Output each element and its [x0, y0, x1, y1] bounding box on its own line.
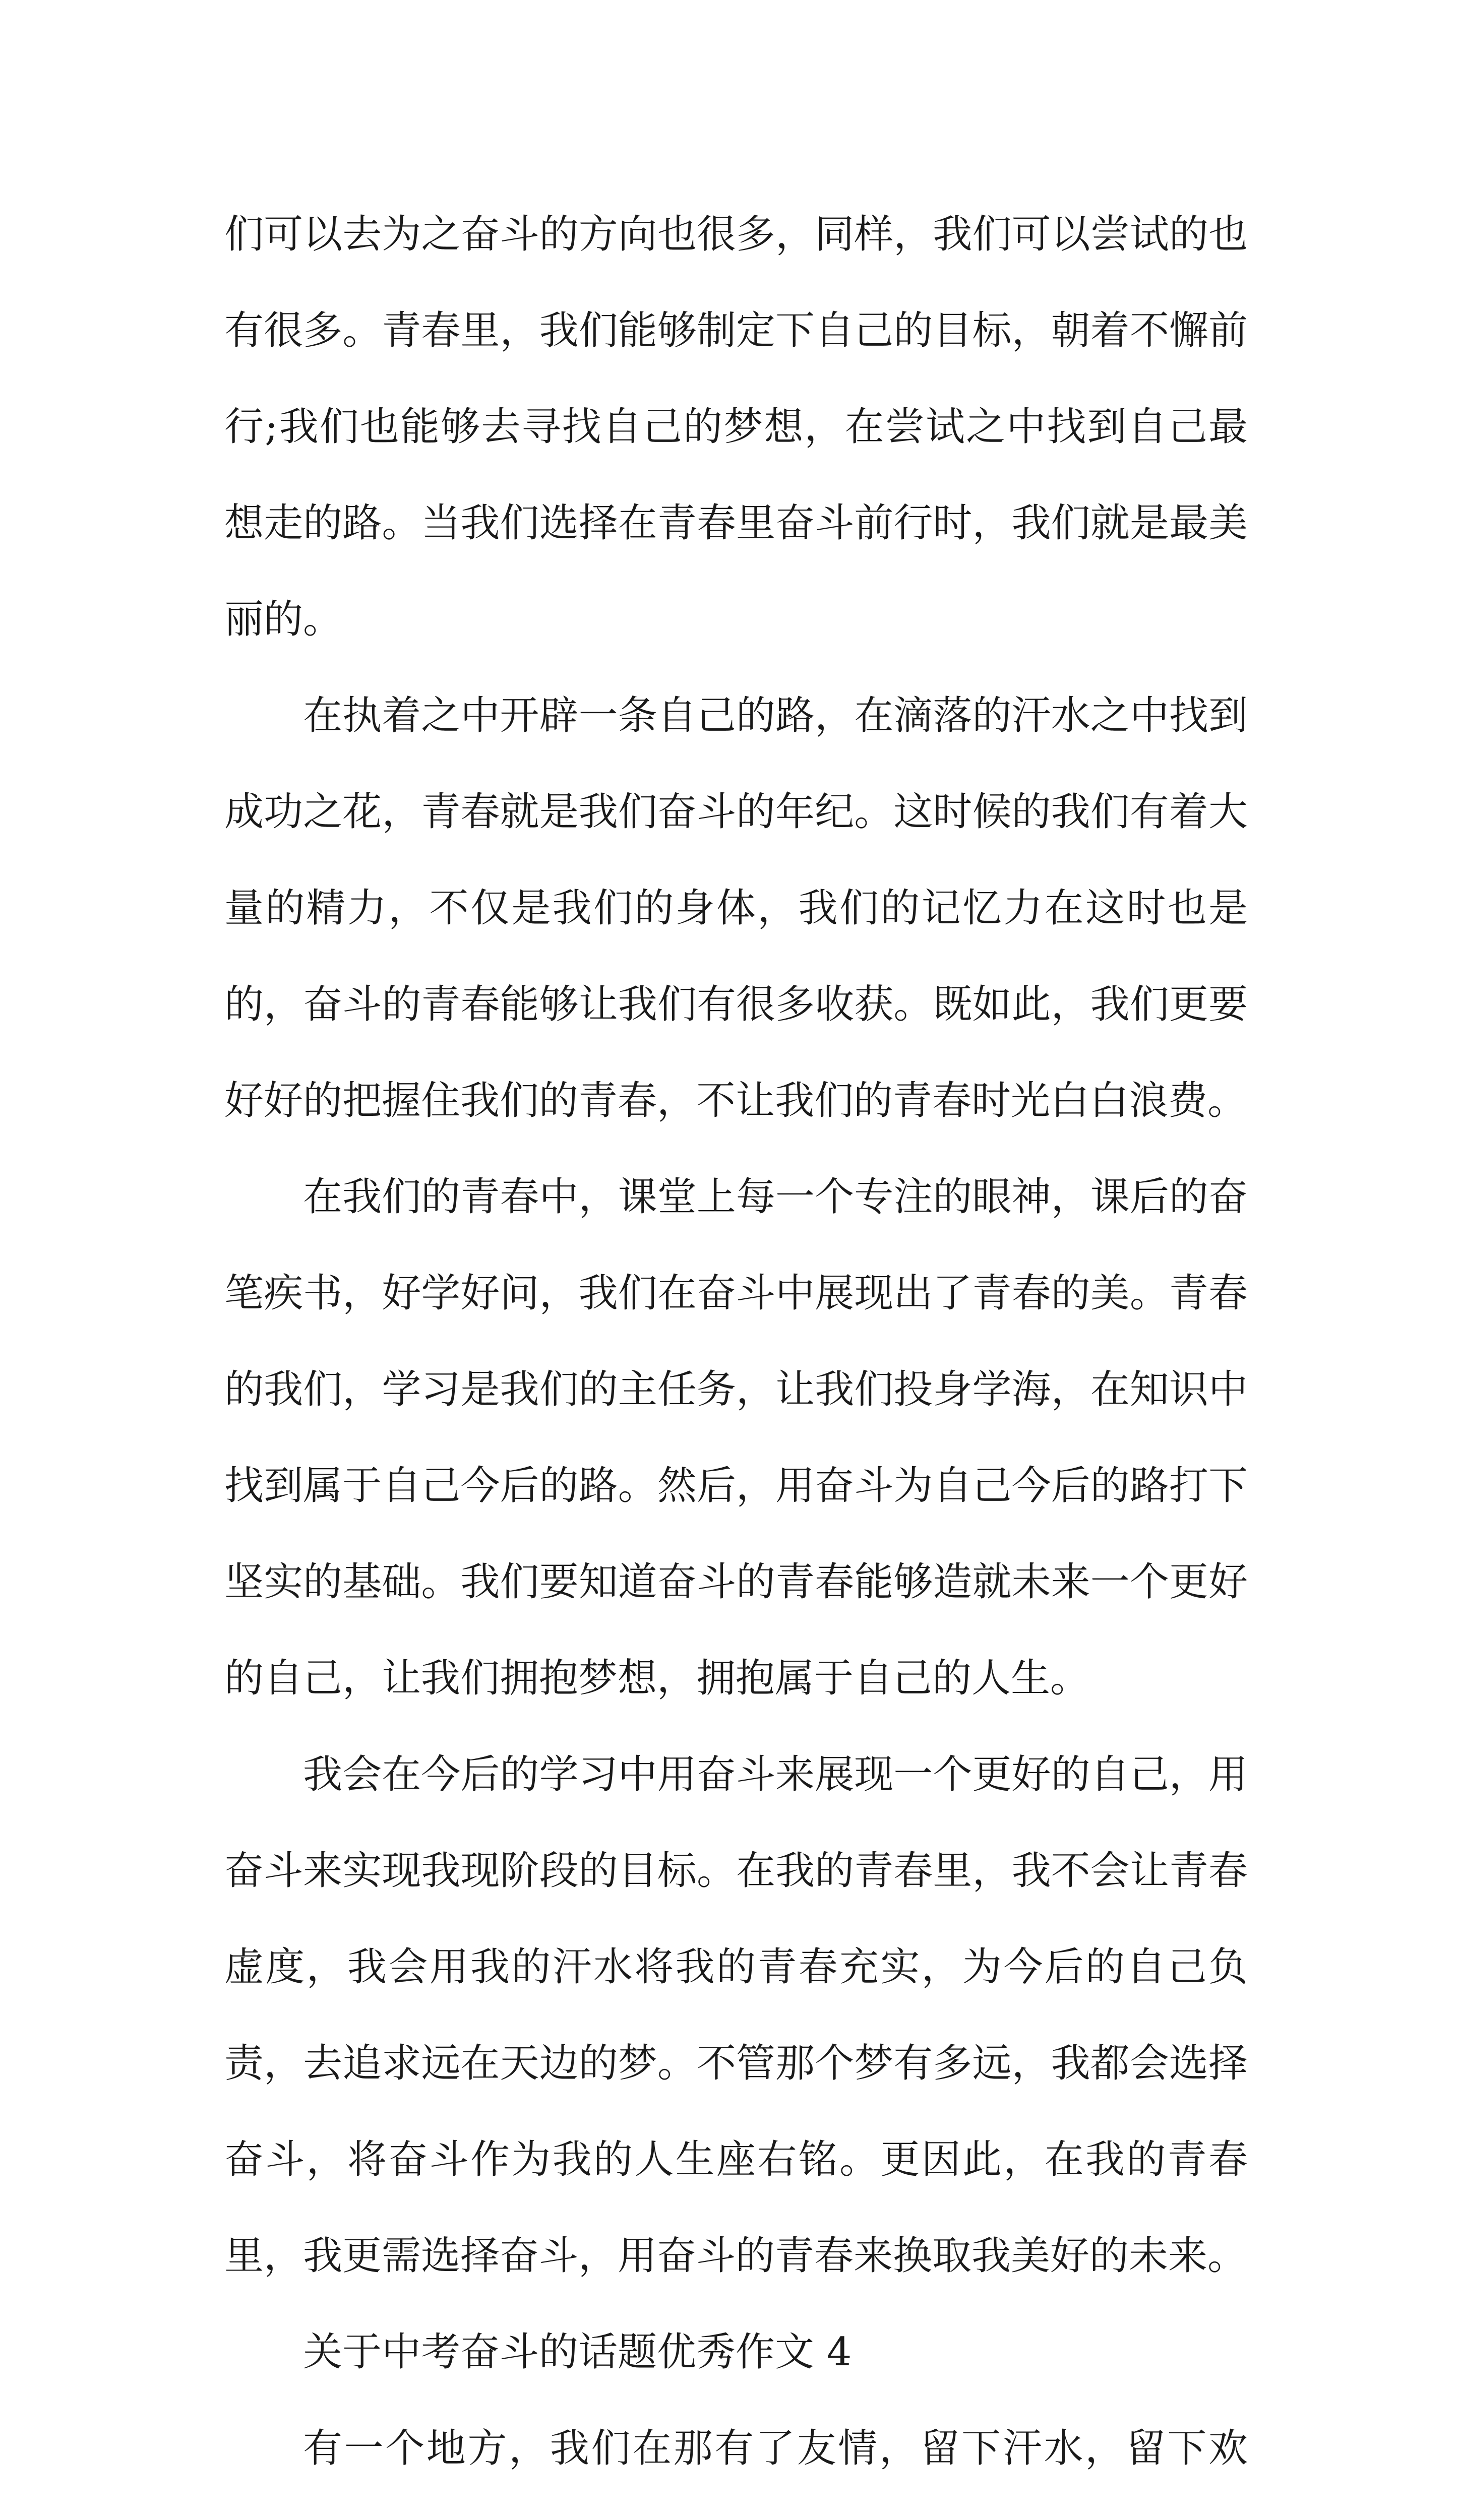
body-text — [224, 186, 1248, 2520]
paragraph: 有一个地方，我们在那有了友情，留下汗水，留下欢 — [303, 2426, 1248, 2471]
paragraph: 我会在今后的学习中用奋斗来展现一个更好的自己，用奋斗来实现我现阶段的目标。在我的青春里，我不会让青春虚度，我会用我的汗水将我的青春充实，为今后的自己负责，去追求远在天边的梦。不管那个梦有多远，我都会选择奋斗，将奋斗作为我的人生座右铭。更因此，在我的青春里，我更需选择奋斗，用奋斗的青春来换取我美好的未来。 — [224, 1752, 1248, 2279]
paragraph: 在执着之中开辟一条自己的路，在滴落的汗水之中找到成功之花，青春就是我们奋斗的年纪。这时候的我们有着大量的精力，不仅是我们的身体，我们的记忆力在这时也是的，奋斗的青春能够让我们有很多收获。既如此，我们更要好好的把握住我们的青春，不让我们的青春时光白白浪费。 — [224, 693, 1248, 1123]
essay-heading: 关于中考奋斗的话题优秀作文 4 — [303, 2329, 852, 2375]
paragraph: 在我们的青春中，课堂上每一个专注的眼神，课后的奋笔疾书，好学好问，我们在奋斗中展现出了青春的美。青春的我们，学习是我们的主任务，让我们投身学海，在知识中找到属于自己今后的路。然后，用奋斗为自己今后的路打下坚实的基础。我们要知道奋斗的青春能够造就未来一个更好的自己，让我们拥抱梦想，拥抱属于自己的人生。 — [224, 1174, 1248, 1701]
paragraph-continued: 们可以去为之奋斗的方向也很多，同样，我们可以尝试的也有很多。青春里，我们能够制定下自己的目标，朝着不懈前行;我们也能够去寻找自己的梦想，在尝试之中找到自己最想走的路。当我们选择在青春里奋斗前行时，我们就是最美丽的。 — [224, 212, 1248, 642]
